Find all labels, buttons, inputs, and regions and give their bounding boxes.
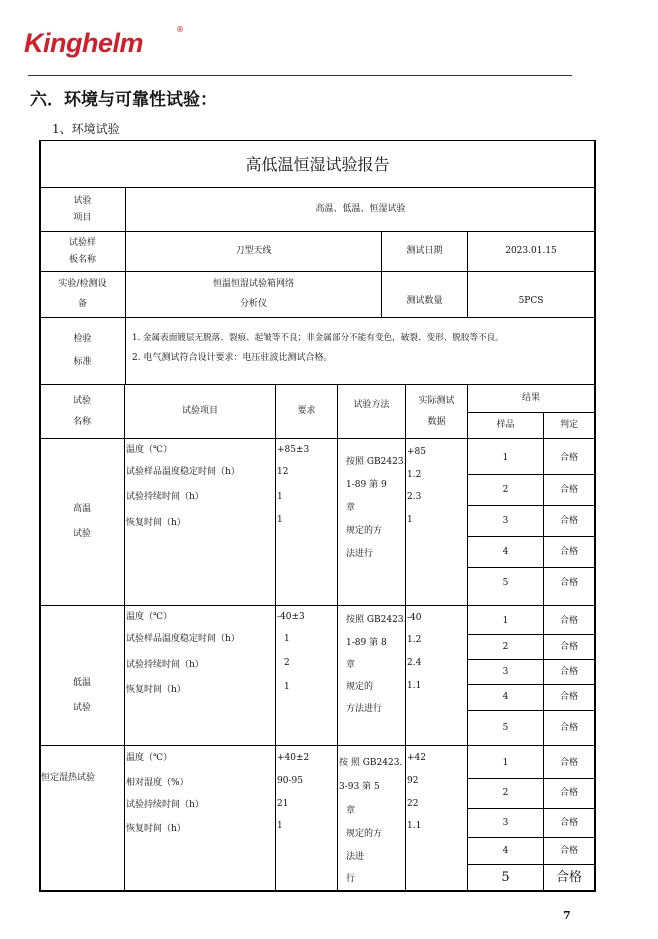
- col-header-actual: [406, 385, 467, 438]
- col-header-method: 试验方法: [353, 399, 390, 410]
- method-line: 章: [346, 503, 356, 513]
- requirement: 1: [284, 634, 290, 644]
- actual-value: 1.2: [407, 635, 422, 645]
- requirement: 1: [277, 821, 283, 831]
- sample-no: 5: [501, 870, 510, 885]
- standard-label: [40, 318, 125, 384]
- method-line: 规定的方: [346, 829, 383, 839]
- label-line: 标准: [73, 357, 92, 367]
- actual-value: 2.4: [407, 658, 422, 668]
- judgement: 合格: [559, 484, 578, 495]
- test-item: 相对湿度（%）: [126, 778, 189, 788]
- method-line: 法进行: [346, 549, 374, 559]
- method-line: 3-93 第 5: [339, 782, 380, 792]
- sample-no: 3: [502, 817, 509, 828]
- judgement: 合格: [559, 453, 578, 463]
- name-line: 低温: [72, 677, 91, 688]
- header-line: 试验: [72, 395, 91, 406]
- subsection-title: 1、环境试验: [52, 122, 120, 136]
- sample-no: 5: [502, 722, 509, 733]
- judgement: 合格: [559, 788, 578, 798]
- judgement: 合格: [559, 722, 578, 733]
- actual-value: +85: [407, 447, 426, 457]
- actual-value: 1.2: [407, 470, 422, 480]
- test-item: 恢复时间（h）: [126, 824, 186, 834]
- header-line: 实际测试: [418, 395, 455, 406]
- low-temp-name: [40, 606, 124, 745]
- test-date-value: 2023.01.15: [505, 246, 557, 256]
- header-rule: [28, 75, 572, 76]
- label-line: 试验样: [68, 237, 96, 248]
- kinghelm-logo: [24, 25, 184, 59]
- test-item: 试验持续时间（h）: [126, 800, 204, 810]
- label-line: 备: [77, 299, 87, 309]
- method-line: 章: [346, 660, 356, 670]
- requirement: 1: [284, 682, 290, 692]
- requirement: 21: [277, 799, 289, 809]
- method-line: 按照 GB2423.: [346, 615, 407, 625]
- method-line: 章: [346, 806, 356, 816]
- method-line: 规定的方: [346, 526, 383, 536]
- equipment-label: [40, 272, 125, 317]
- row-line: [39, 745, 596, 746]
- method-line: 1-89 第 9: [346, 480, 387, 490]
- header-line: 数据: [427, 416, 446, 427]
- judgement: 合格: [559, 515, 578, 526]
- label-line: 项目: [73, 212, 92, 223]
- judgement: 合格: [559, 641, 578, 652]
- name-line: 高温: [72, 504, 91, 514]
- table-border: [594, 140, 596, 892]
- judgement: 合格: [559, 845, 578, 856]
- judgement: 合格: [559, 757, 578, 768]
- sample-no: 5: [502, 578, 509, 588]
- judgement: 合格: [559, 546, 578, 557]
- actual-value: 2.3: [407, 492, 422, 502]
- requirement: +85±3: [277, 445, 310, 455]
- test-item-label: [40, 188, 125, 231]
- quantity-label: 测试数量: [406, 296, 443, 306]
- brand-name: Kinghelm: [24, 28, 144, 58]
- test-item-value: 高温、低温、恒湿试验: [315, 204, 406, 214]
- col-line: [337, 384, 338, 890]
- table-border: [39, 890, 596, 892]
- value-line: 分析仪: [239, 299, 267, 309]
- test-item: 试验持续时间（h）: [126, 660, 204, 670]
- sample-no: 3: [502, 515, 509, 526]
- label-line: 试验: [73, 195, 92, 206]
- label-line: 检验: [73, 334, 92, 344]
- method-line: 按照 GB2423.: [346, 457, 407, 467]
- judgement: 合格: [559, 578, 578, 588]
- method-line: 规定的: [346, 682, 374, 692]
- standard-line-1: 1. 金属表面镀层无脱落、裂痕、起皱等不良；非金属部分不能有变色，破裂、变形、脱胶等不良。: [132, 333, 504, 343]
- sample-no: 4: [502, 546, 509, 557]
- col-header-req: 要求: [297, 406, 316, 416]
- high-temp-name: [40, 439, 124, 605]
- test-item: 试验持续时间（h）: [126, 492, 204, 502]
- name-line: 试验: [72, 702, 91, 713]
- humid-test-name: 恒定湿热试验: [41, 773, 96, 783]
- actual-value: +42: [407, 753, 426, 763]
- col-header-name: [40, 385, 124, 438]
- col-header-sample: 样品: [496, 420, 515, 430]
- test-item: 试验样品温度稳定时间（h）: [126, 634, 240, 644]
- test-item: 试验样品温度稳定时间（h）: [126, 467, 240, 477]
- actual-value: -40: [407, 613, 422, 623]
- equipment-value: [126, 272, 381, 317]
- requirement: 1: [277, 492, 283, 502]
- test-date-label: 测试日期: [406, 246, 443, 256]
- test-item: 恢复时间（h）: [126, 685, 186, 695]
- requirement: 12: [277, 467, 289, 477]
- sample-no: 3: [502, 666, 509, 677]
- sample-no: 2: [502, 788, 509, 798]
- col-header-item: 试验项目: [181, 406, 218, 416]
- method-line: 1-89 第 8: [346, 638, 387, 648]
- requirement: 90-95: [277, 776, 303, 786]
- name-line: 试验: [72, 529, 91, 539]
- report-title: 高低温恒湿试验报告: [245, 154, 390, 174]
- judgement: 合格: [559, 692, 578, 702]
- test-item: 温度（℃）: [126, 612, 173, 622]
- sample-no: 1: [502, 757, 509, 768]
- label-line: 实验/检测设: [58, 279, 107, 289]
- sample-no: 2: [502, 641, 509, 652]
- col-line: [124, 384, 125, 890]
- test-item: 恢复时间（h）: [126, 518, 186, 528]
- test-item: 温度（℃）: [126, 445, 173, 455]
- method-line: 方法进行: [346, 704, 383, 714]
- page-number: 7: [563, 909, 571, 922]
- judgement: 合格: [559, 666, 578, 677]
- sample-no: 2: [502, 484, 509, 495]
- requirement: 1: [277, 515, 283, 525]
- standard-line-2: 2. 电气测试符合设计要求：电压驻波比测试合格。: [132, 353, 333, 363]
- judgement: 合格: [555, 870, 582, 885]
- sample-name-label: [40, 232, 125, 271]
- sample-no: 4: [502, 692, 509, 702]
- actual-value: 1.1: [407, 681, 422, 691]
- sample-no: 1: [502, 615, 509, 626]
- requirement: 2: [284, 658, 290, 668]
- col-header-result: 结果: [521, 393, 540, 403]
- method-line: 行: [346, 874, 356, 884]
- col-line: [275, 384, 276, 890]
- test-item: 温度（℃）: [126, 753, 173, 763]
- judgement: 合格: [559, 615, 578, 626]
- value-line: 恒温恒湿试验箱网络: [212, 279, 294, 289]
- col-header-judge: 判定: [559, 420, 578, 430]
- actual-value: 1: [407, 515, 413, 525]
- sample-no: 1: [502, 453, 509, 463]
- quantity-value: 5PCS: [518, 296, 544, 306]
- sample-no: 4: [502, 845, 509, 856]
- method-line: 按 照 GB2423.: [339, 758, 403, 768]
- registered-mark: ®: [176, 25, 184, 34]
- actual-value: 92: [407, 776, 419, 786]
- sample-name-value: 刀型天线: [235, 246, 272, 256]
- actual-value: 22: [407, 799, 419, 809]
- section-title: 六．环境与可靠性试验：: [30, 90, 217, 110]
- requirement: +40±2: [277, 753, 310, 763]
- header-line: 名称: [72, 416, 91, 427]
- method-line: 法进: [346, 852, 365, 862]
- actual-value: 1.1: [407, 821, 422, 831]
- judgement: 合格: [559, 817, 578, 828]
- label-line: 板名称: [68, 254, 96, 265]
- requirement: -40±3: [277, 612, 305, 622]
